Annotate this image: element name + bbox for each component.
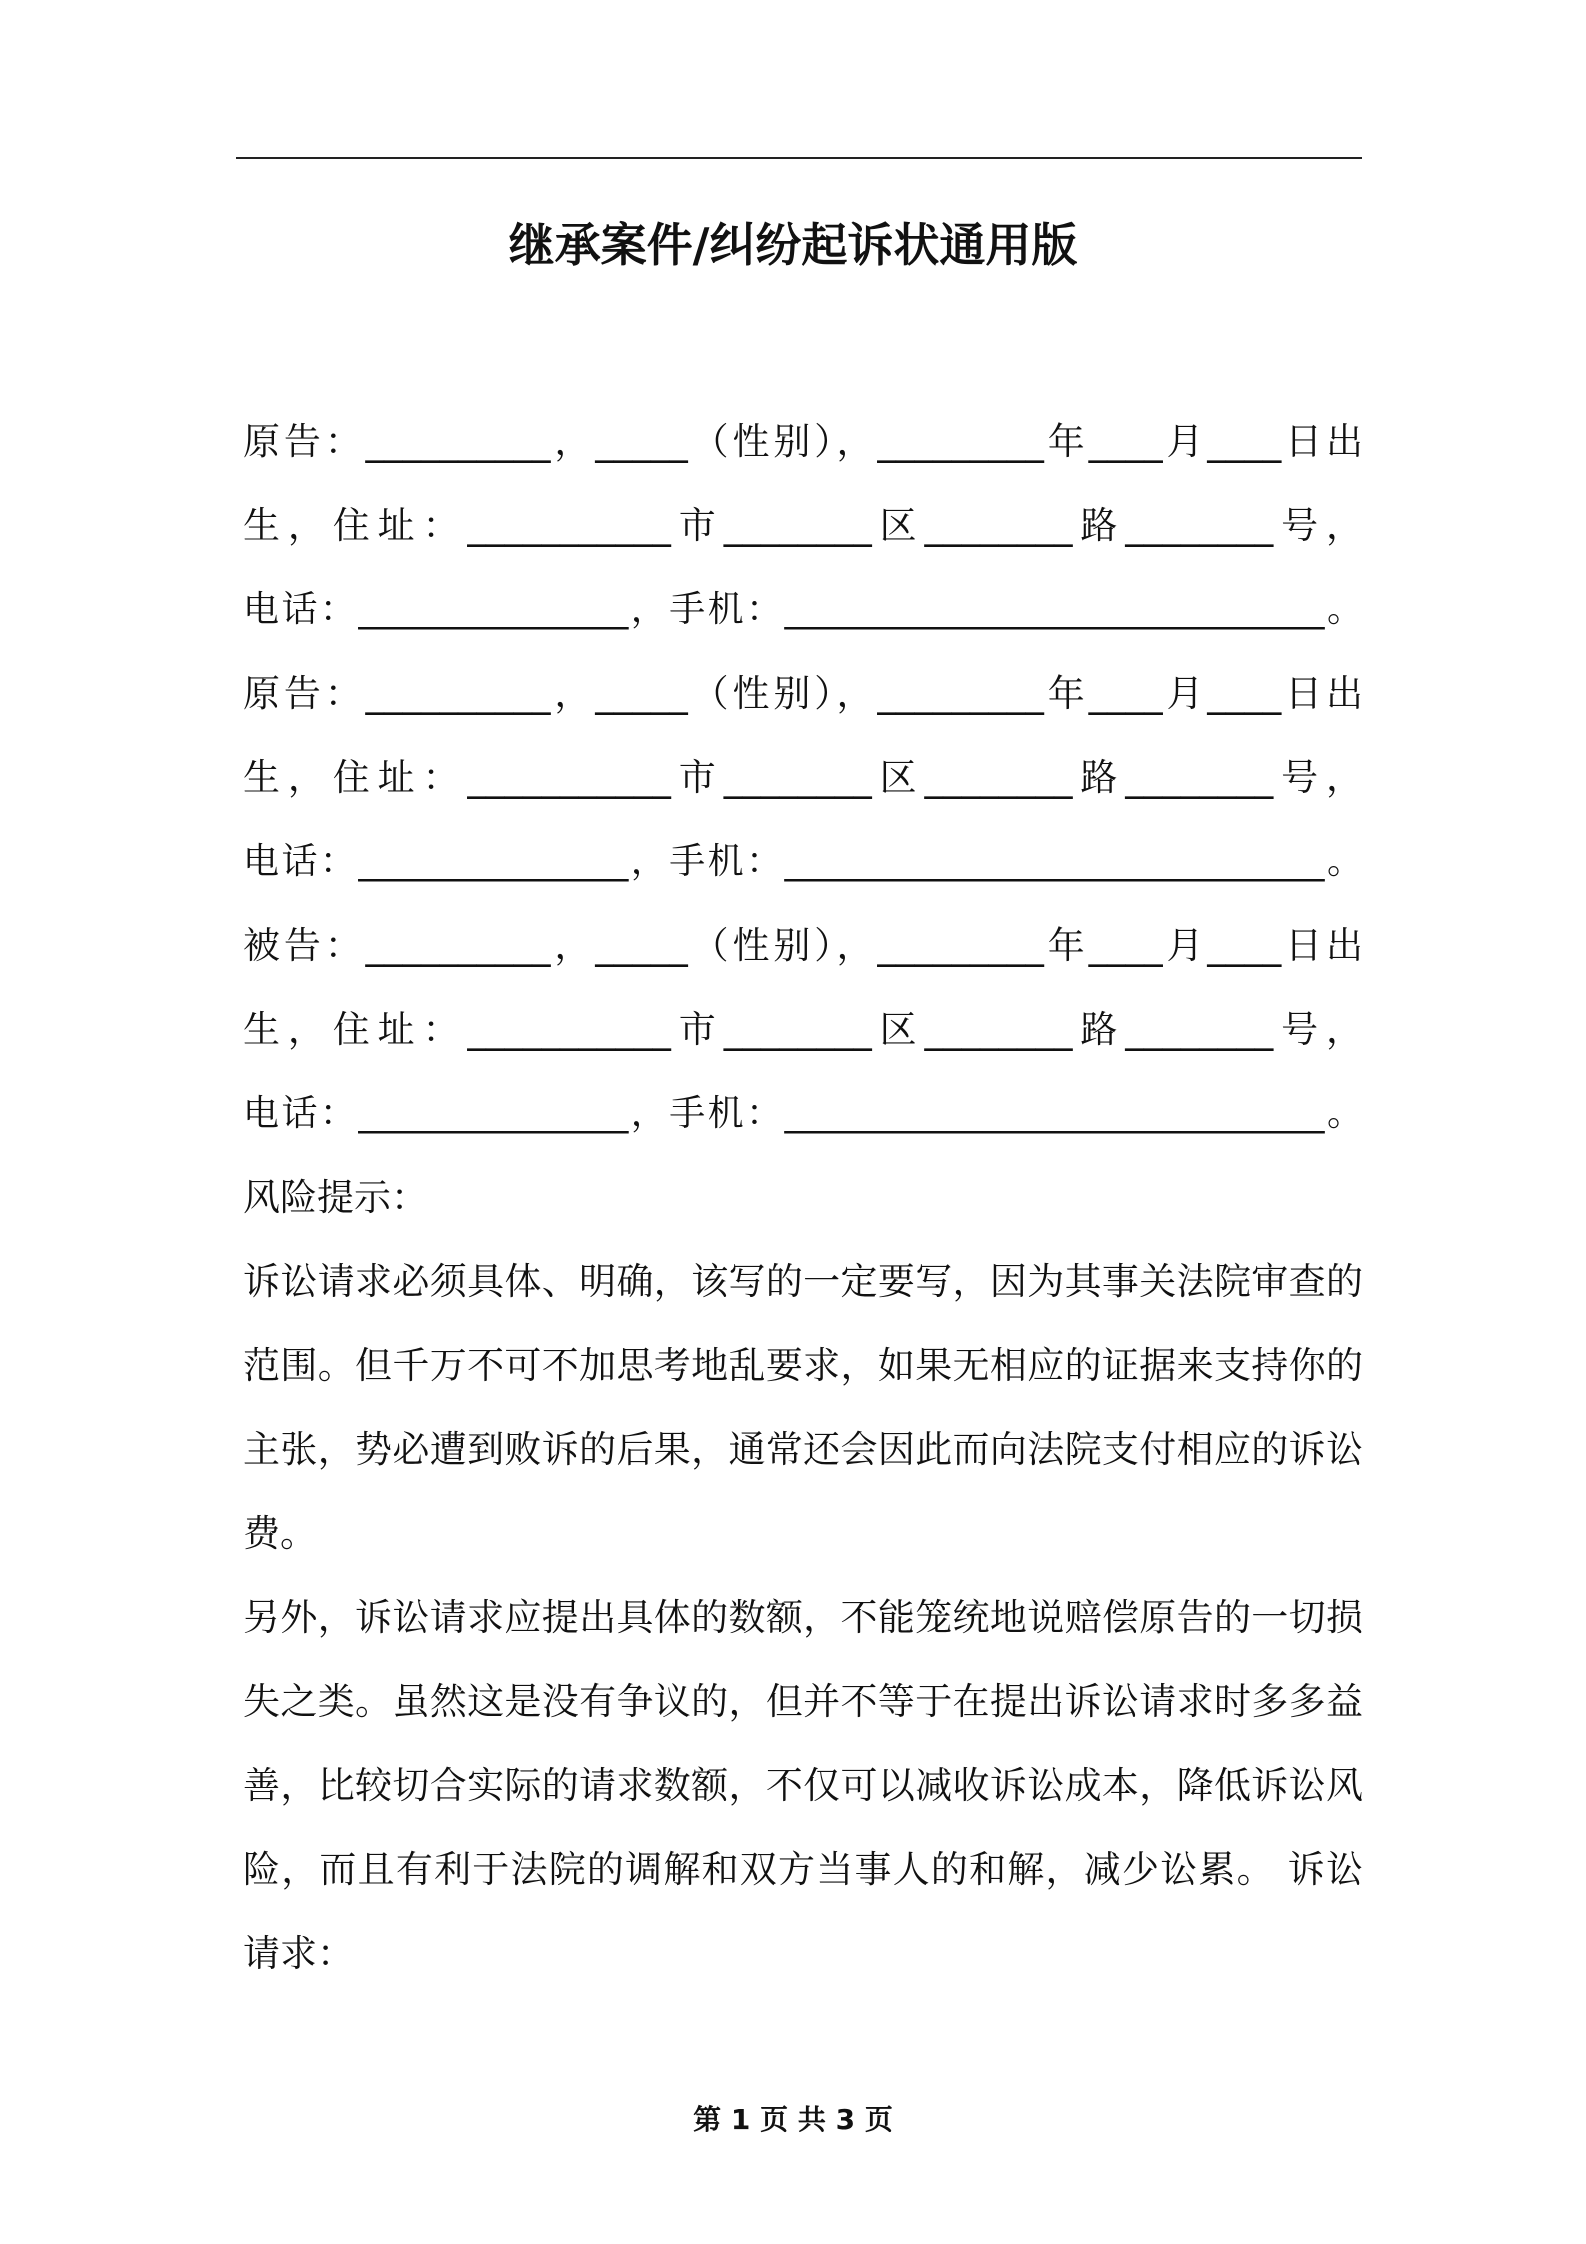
risk-paragraph-2-line-1: 另外，诉讼请求应提出具体的数额，不能笼统地说赔偿原告的一切损 xyxy=(243,1596,1363,1639)
plaintiff-1-line-2: 生，住址：___________市________区________路________号， xyxy=(243,504,1363,547)
risk-notice-heading: 风险提示： xyxy=(243,1176,428,1219)
risk-paragraph-1-line-2: 范围。但千万不可不加思考地乱要求，如果无相应的证据来支持你的 xyxy=(243,1344,1363,1387)
defendant-line-2: 生，住址：___________市________区________路________号， xyxy=(243,1008,1363,1051)
defendant-line-3: 电话：_______________，手机：______________________________。 xyxy=(243,1093,1363,1134)
claims-heading: 请求： xyxy=(243,1932,354,1975)
document-body xyxy=(243,400,1363,1996)
risk-paragraph-2-line-2: 失之类。虽然这是没有争议的，但并不等于在提出诉讼请求时多多益 xyxy=(243,1680,1363,1723)
risk-paragraph-1-line-4: 费。 xyxy=(243,1512,317,1555)
header-divider xyxy=(236,157,1362,159)
risk-paragraph-2-line-4: 险，而且有利于法院的调解和双方当事人的和解，减少讼累。 诉讼 xyxy=(243,1848,1363,1891)
plaintiff-2-line-3: 电话：_______________，手机：______________________________。 xyxy=(243,841,1363,882)
risk-paragraph-2-line-3: 善，比较切合实际的请求数额，不仅可以减收诉讼成本，降低诉讼风 xyxy=(243,1764,1363,1807)
plaintiff-2-line-2: 生，住址：___________市________区________路________号， xyxy=(243,756,1363,799)
risk-paragraph-1-line-1: 诉讼请求必须具体、明确，该写的一定要写，因为其事关法院审查的 xyxy=(243,1260,1363,1303)
document-title: 继承案件/纠纷起诉状通用版 xyxy=(508,218,1078,272)
risk-paragraph-1-line-3: 主张，势必遭到败诉的后果，通常还会因此而向法院支付相应的诉讼 xyxy=(243,1428,1363,1471)
defendant-line-1: 被告：__________，_____（性别），_________年____月____日出 xyxy=(243,924,1363,967)
plaintiff-2-line-1: 原告：__________，_____（性别），_________年____月____日出 xyxy=(243,672,1363,715)
plaintiff-1-line-3: 电话：_______________，手机：______________________________。 xyxy=(243,589,1363,630)
page-footer: 第 1 页 共 3 页 xyxy=(693,2103,893,2136)
plaintiff-1-line-1: 原告：__________，_____（性别），_________年____月____日出 xyxy=(243,420,1363,463)
